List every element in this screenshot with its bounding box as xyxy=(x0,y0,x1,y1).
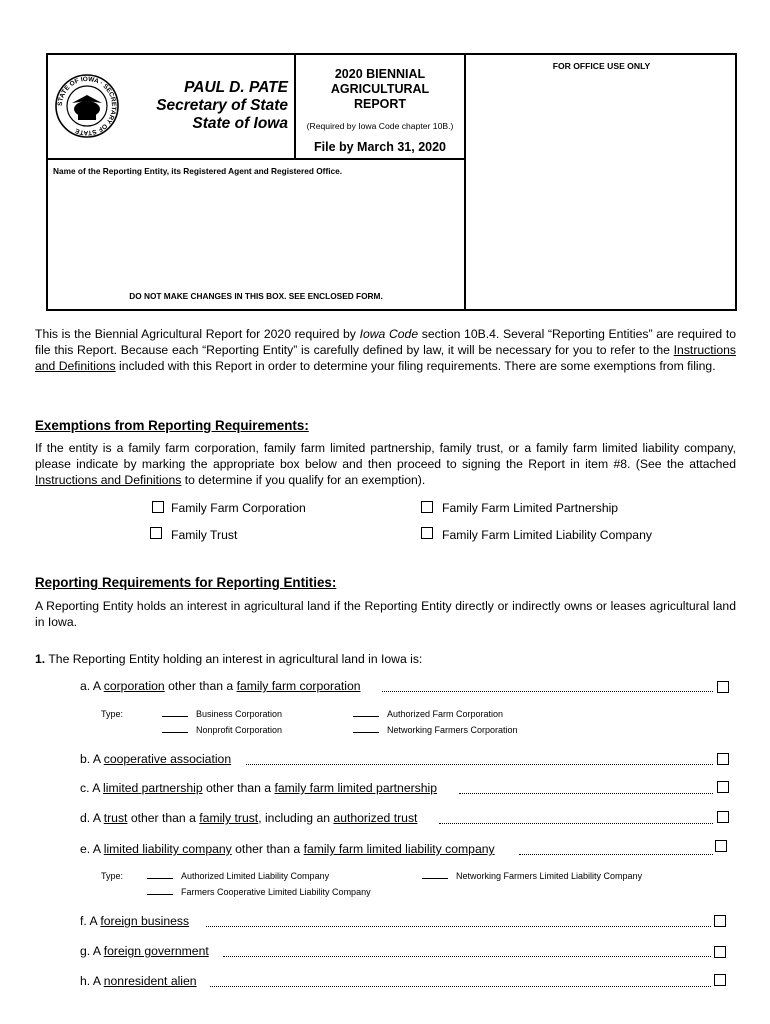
checkbox-item-c[interactable] xyxy=(717,781,729,793)
iowa-seal-icon xyxy=(54,73,120,139)
label-family-farm-llc: Family Farm Limited Liability Company xyxy=(442,528,652,542)
item-a-leader xyxy=(382,678,713,692)
e-type-authorized-llc: Authorized Limited Liability Company xyxy=(147,871,329,881)
a-type-authorized-farm: Authorized Farm Corporation xyxy=(353,709,503,719)
item-e: e. A limited liability company other than a family farm limited liability company xyxy=(80,842,495,856)
item-d: d. A trust other than a family trust, including an authorized trust xyxy=(80,811,418,825)
checkbox-item-h[interactable] xyxy=(714,974,726,986)
checkbox-item-e[interactable] xyxy=(715,840,727,852)
checkbox-family-farm-corporation[interactable] xyxy=(152,501,164,513)
item-g: g. A foreign government xyxy=(80,944,209,958)
checkbox-item-a[interactable] xyxy=(717,681,729,693)
item-h: h. A nonresident alien xyxy=(80,974,197,988)
reporting-heading: Reporting Requirements for Reporting Entities: xyxy=(35,575,337,590)
item-b: b. A cooperative association xyxy=(80,752,232,766)
item-b-leader xyxy=(246,751,713,765)
exemptions-instructions-link[interactable]: Instructions and Definitions xyxy=(35,473,182,487)
exemptions-heading: Exemptions from Reporting Requirements: xyxy=(35,418,309,433)
question-1 xyxy=(35,652,422,666)
iowa-code-ref: Iowa Code xyxy=(359,327,419,341)
question-1-text: The Reporting Entity holding an interest in agricultural land in Iowa is: xyxy=(48,652,423,666)
item-c-leader xyxy=(459,780,713,794)
item-c: c. A limited partnership other than a family farm limited partnership xyxy=(80,781,438,795)
e-type-networking-llc: Networking Farmers Limited Liability Company xyxy=(422,871,642,881)
checkbox-item-b[interactable] xyxy=(717,753,729,765)
report-title-line3: REPORT xyxy=(353,97,407,111)
report-title-line2: AGRICULTURAL xyxy=(330,82,430,96)
entity-box-note: DO NOT MAKE CHANGES IN THIS BOX. SEE ENCLOSED FORM. xyxy=(129,291,383,301)
checkbox-family-trust[interactable] xyxy=(150,527,162,539)
question-1-number: 1. xyxy=(35,652,46,666)
required-by: (Required by Iowa Code chapter 10B.) xyxy=(306,121,454,131)
official-title: Secretary of State xyxy=(156,97,288,114)
item-f-leader xyxy=(206,913,711,927)
exemptions-paragraph: If the entity is a family farm corporation, family farm limited partnership, family trust, or a family farm limited liability company, please indicate by marking the appropriate box below and then proceed to signing the Report in item #8. (See the attached Instructions and Definitions to determine if you qualify for an exemption). xyxy=(35,441,736,487)
reporting-paragraph: A Reporting Entity holds an interest in agricultural land if the Reporting Entity directly or indirectly owns or leases agricultural land in Iowa. xyxy=(35,599,736,629)
entity-box-label: Name of the Reporting Entity, its Registered Agent and Registered Office. xyxy=(53,166,343,176)
checkbox-family-farm-llc[interactable] xyxy=(421,527,433,539)
file-by-date: File by March 31, 2020 xyxy=(313,140,446,154)
label-family-farm-limited-partnership: Family Farm Limited Partnership xyxy=(442,501,619,515)
item-a: a. A corporation other than a family farm corporation xyxy=(80,679,361,693)
checkbox-item-d[interactable] xyxy=(717,811,729,823)
a-type-nonprofit: Nonprofit Corporation xyxy=(162,725,282,735)
checkbox-item-g[interactable] xyxy=(714,946,726,958)
e-type-label: Type: xyxy=(101,871,124,881)
label-family-trust: Family Trust xyxy=(171,528,238,542)
official-name: PAUL D. PATE xyxy=(184,79,288,96)
label-family-farm-corporation: Family Farm Corporation xyxy=(171,501,306,515)
item-e-leader xyxy=(519,841,713,855)
checkbox-family-farm-limited-partnership[interactable] xyxy=(421,501,433,513)
office-use-label: FOR OFFICE USE ONLY xyxy=(552,61,651,71)
e-type-cooperative-llc: Farmers Cooperative Limited Liability Company xyxy=(147,887,371,897)
item-f: f. A foreign business xyxy=(80,914,190,928)
header-divider-h xyxy=(46,158,466,160)
intro-paragraph: This is the Biennial Agricultural Report for 2020 required by Iowa Code section 10B.4. Several “Reporting Entities” are required to file this Report. Because each “Reporting Entity” is carefully defined by law, it will be necessary for you to refer to the Instructions and Definitions included with this Report in order to determine your filing requirements. There are some exemptions from filing. xyxy=(35,327,737,373)
a-type-label: Type: xyxy=(101,709,124,719)
report-title-line1: 2020 BIENNIAL xyxy=(334,67,426,81)
header-divider-v2 xyxy=(464,53,466,311)
instructions-link[interactable]: Instructions and Definitions xyxy=(35,343,736,373)
item-h-leader xyxy=(210,973,711,987)
item-d-leader xyxy=(439,810,713,824)
a-type-networking-farmers: Networking Farmers Corporation xyxy=(353,725,518,735)
seal-text: STATE OF IOWA · SECRETARY OF STATE xyxy=(56,75,118,137)
item-g-leader xyxy=(223,943,711,957)
a-type-business: Business Corporation xyxy=(162,709,282,719)
state-name: State of Iowa xyxy=(192,115,288,132)
checkbox-item-f[interactable] xyxy=(714,915,726,927)
